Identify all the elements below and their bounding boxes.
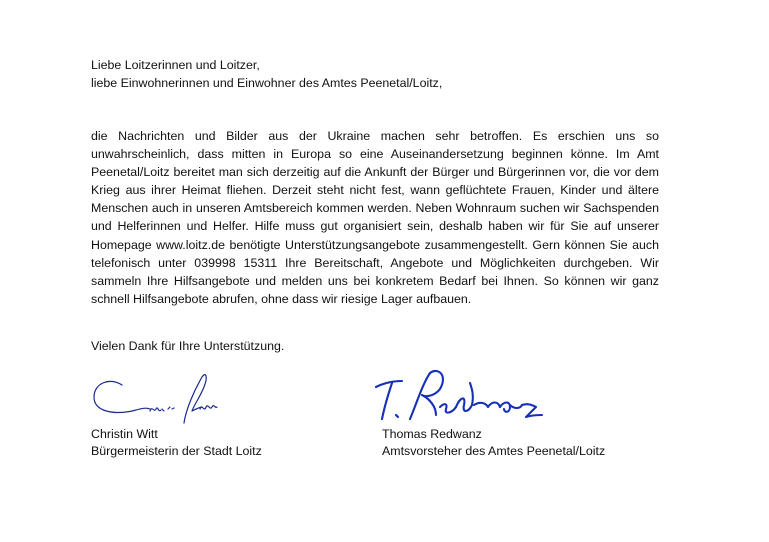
- signer-right-name: Thomas Redwanz: [382, 427, 482, 441]
- signer-block-left: [91, 426, 262, 460]
- signature-right-image: [370, 365, 560, 427]
- salutation-line-2: liebe Einwohnerinnen und Einwohner des Amtes Peenetal/Loitz,: [91, 76, 443, 90]
- salutation-line-1: Liebe Loitzerinnen und Loitzer,: [91, 58, 260, 72]
- signer-right-title: Amtsvorsteher des Amtes Peenetal/Loitz: [382, 444, 606, 458]
- signature-thomas-redwanz: [370, 365, 560, 427]
- signer-left-title: Bürgermeisterin der Stadt Loitz: [91, 444, 262, 458]
- signer-block-right: [382, 426, 605, 460]
- salutation: [91, 56, 671, 92]
- signer-left-name: Christin Witt: [91, 427, 158, 441]
- signature-left-image: [88, 365, 238, 427]
- letter-body-paragraph: die Nachrichten und Bilder aus der Ukraine machen sehr betroffen. Es erschien uns so unwahrscheinlich, dass mitten in Europa so eine Auseinandersetzung beginnen könne. Im Amt Peenetal/Loitz bereitet man sich derzeitig auf die Ankunft der Bürger und Bürgerinnen vor, die vor dem Krieg aus ihrer Heimat fliehen. Derzeit steht nicht fest, wann geflüchtete Frauen, Kinder und ältere Menschen auch in unseren Amtsbereich kommen werden. Neben Wohnraum suchen wir Sachspenden und Helferinnen und Helfer. Hilfe muss gut organisiert sein, deshalb haben wir für Sie auf unserer Homepage www.loitz.de benötigte Unterstützungsangebote zusammengestellt. Gern können Sie auch telefonisch unter 039998 15311 Ihre Bereitschaft, Angebote und Möglichkeiten durchgeben. Wir sammeln Ihre Hilfsangebote und melden uns bei konkretem Bedarf bei Ihnen. So können wir ganz schnell Hilfsangebote abrufen, ohne dass wir riesige Lager aufbauen.: [91, 129, 659, 306]
- signature-christin-witt: [88, 365, 238, 427]
- closing-thanks: Vielen Dank für Ihre Unterstützung.: [91, 339, 285, 353]
